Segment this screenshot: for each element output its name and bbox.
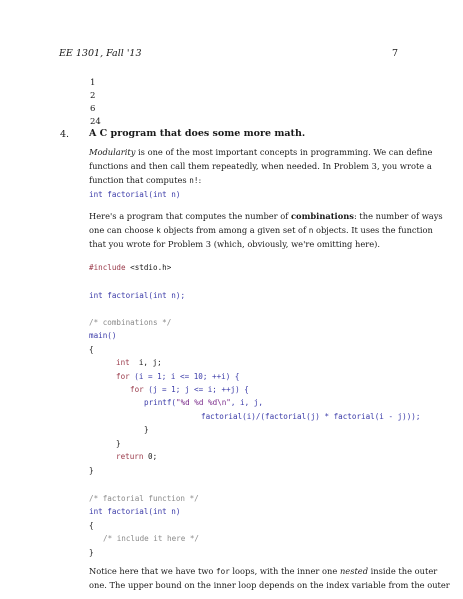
running-header: EE 1301, Fall '13	[59, 48, 142, 59]
paragraph-line: Here's a program that computes the number of combinations: the number of ways	[89, 211, 443, 221]
code-brace: {	[89, 521, 94, 530]
output-line: 24	[90, 117, 101, 127]
code-prototype: int factorial(int n);	[89, 291, 186, 300]
code-for-inner: for (j = 1; j <= i; ++j) {	[130, 385, 249, 394]
code-brace: }	[116, 439, 121, 448]
output-line: 6	[90, 104, 96, 114]
paragraph-line: one can choose k objects from among a given set of n objects. It uses the function	[89, 225, 433, 235]
code-continuation: factorial(i)/(factorial(j) * factorial(i - j)));	[201, 412, 421, 421]
code-comment: /* combinations */	[89, 318, 172, 327]
paragraph-line: function that computes n!:	[89, 175, 202, 185]
paragraph-line: functions and then call them repeatedly, when needed. In Problem 3, you wrote a	[89, 161, 432, 171]
section-title: A C program that does some more math.	[89, 128, 306, 139]
code-comment: /* include it here */	[103, 534, 200, 543]
code-printf: printf("%d %d %d\n", i, j,	[144, 398, 263, 407]
code-main: main()	[89, 331, 117, 340]
output-line: 1	[90, 78, 96, 88]
paragraph-line: Modularity is one of the most important concepts in programming. We can define	[89, 147, 433, 157]
code-brace: }	[89, 466, 94, 475]
code-comment: /* factorial function */	[89, 494, 199, 503]
section-number: 4.	[60, 129, 70, 140]
code-function-def: int factorial(int n)	[89, 507, 181, 516]
code-brace: }	[144, 425, 149, 434]
paragraph-line: that you wrote for Problem 3 (which, obviously, we're omitting here).	[89, 239, 381, 249]
code-declaration: int i, j;	[116, 358, 162, 367]
paragraph-line: one. The upper bound on the inner loop depends on the index variable from the outer	[89, 580, 450, 590]
code-for-outer: for (i = 1; i <= 10; ++i) {	[116, 372, 240, 381]
code-include: #include <stdio.h>	[89, 263, 172, 272]
code-signature: int factorial(int n)	[89, 190, 181, 199]
code-brace: }	[89, 548, 94, 557]
output-line: 2	[90, 91, 96, 101]
code-brace: {	[89, 345, 94, 354]
page-number: 7	[392, 48, 399, 59]
paragraph-line: Notice here that we have two for loops, with the inner one nested inside the outer	[89, 566, 438, 576]
code-return: return 0;	[116, 452, 158, 461]
